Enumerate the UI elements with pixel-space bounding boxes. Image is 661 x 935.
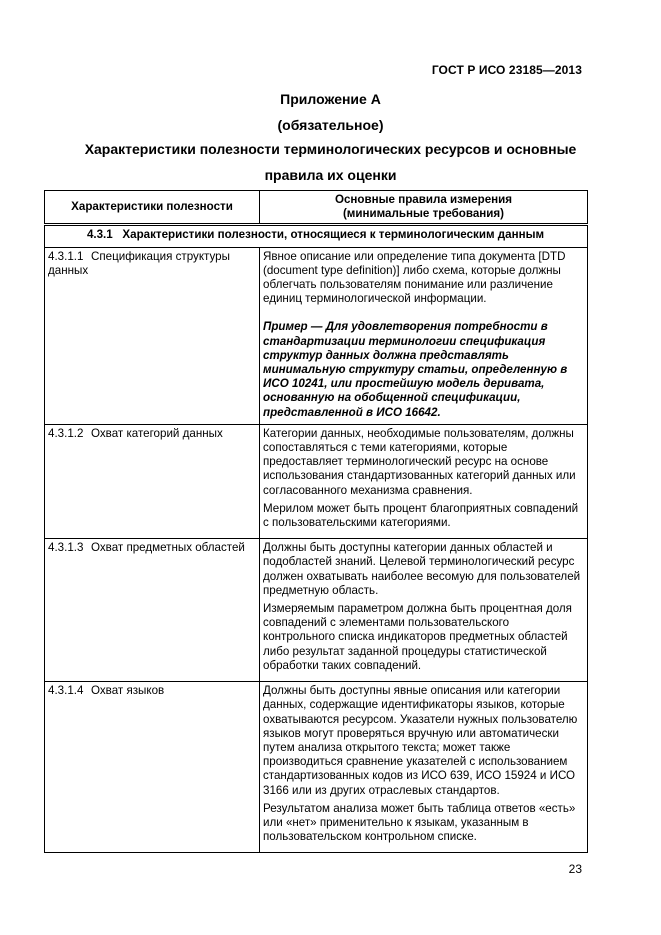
- characteristic-cell: [45, 539, 260, 682]
- table-row: [45, 247, 588, 424]
- item-number: 4.3.1.1: [48, 249, 84, 263]
- item-name: Спецификация структуры данных: [48, 249, 230, 277]
- item-name: Охват категорий данных: [91, 426, 223, 440]
- table-row: [45, 682, 588, 853]
- item-name: Охват языков: [91, 684, 165, 698]
- header-rules-line1: Основные правила измерения: [334, 193, 513, 206]
- rule-text: Должны быть доступны категории данных областей и подобластей знаний. Целевой терминологический ресурс должен охватывать наиболее весомую для пользователей предметную область.: [263, 541, 581, 597]
- rule-cell: [260, 424, 588, 538]
- table-row: [45, 424, 588, 538]
- rule-cell: [260, 247, 588, 424]
- header-rules-line2: (минимальные требования): [342, 207, 505, 221]
- header-characteristics: Характеристики полезности: [45, 191, 260, 225]
- item-number: 4.3.1.4: [48, 684, 84, 698]
- characteristic-cell: [45, 247, 260, 424]
- rule-text: Результатом анализа может быть таблица ответов «есть» или «нет» применительно к языкам, указанным в пользовательском контрольном списке.: [263, 801, 576, 844]
- document-code: ГОСТ Р ИСО 23185—2013: [431, 63, 582, 77]
- page-number: 23: [568, 862, 582, 876]
- item-name: Охват предметных областей: [91, 541, 245, 555]
- annex-heading-line1: Характеристики полезности терминологических ресурсов и основные: [84, 141, 577, 157]
- section-title: 4.3.1 Характеристики полезности, относящиеся к терминологическим данным: [45, 225, 588, 247]
- table-header-row: [45, 191, 588, 225]
- example-text: Пример — Для удовлетворения потребности в стандартизации терминологии спецификация структур данных должна представлять минимальную структуру статьи, определенную в ИСО 10241, или простейшую модель деривата, основанную на обобщенной спецификации, представленной в ИСО 16642.: [263, 320, 568, 419]
- characteristic-cell: [45, 682, 260, 853]
- item-number: 4.3.1.2: [48, 426, 84, 440]
- annex-heading-line2: правила их оценки: [264, 167, 397, 183]
- rule-text: Явное описание или определение типа документа [DTD (document type definition)] либо схема, которые должны облегчать пользователям понимание или различение единиц терминологической информации.: [263, 249, 566, 306]
- rule-cell: [260, 539, 588, 682]
- rule-text: Должны быть доступны явные описания или категории данных, содержащие идентификаторы языков, которые охватываются ресурсом. Указатели нужных пользователю языков могут проверяться вручную или автоматически путем анализа открытого текста; может также производиться сравнение указателей с использованием стандартизованных кодов из ИСО 639, ИСО 15924 и ИСО 3166 или из других отраслевых стандартов.: [263, 684, 578, 797]
- rule-text: Категории данных, необходимые пользователям, должны сопоставляться с теми категориями, которые предоставляет терминологический ресурс на основе использования стандартизованных категорий данных или согласованного механизма сравнения.: [263, 426, 576, 497]
- rule-text: Измеряемым параметром должна быть процентная доля совпадений с элементами пользовательского контрольного списка индикаторов предметных областей либо результат заданной процедуры статистической обработки таких совпадений.: [263, 602, 572, 672]
- annex-title: Приложение А: [280, 91, 381, 107]
- characteristic-cell: [45, 424, 260, 538]
- annex-status: (обязательное): [277, 117, 384, 133]
- characteristics-table: [44, 190, 588, 853]
- rule-text: Мерилом может быть процент благоприятных совпадений с пользовательскими категориями.: [263, 501, 579, 530]
- item-number: 4.3.1.3: [48, 541, 84, 555]
- rule-cell: [260, 682, 588, 853]
- header-rules: [260, 191, 588, 225]
- section-row: [45, 225, 588, 247]
- table-row: [45, 539, 588, 682]
